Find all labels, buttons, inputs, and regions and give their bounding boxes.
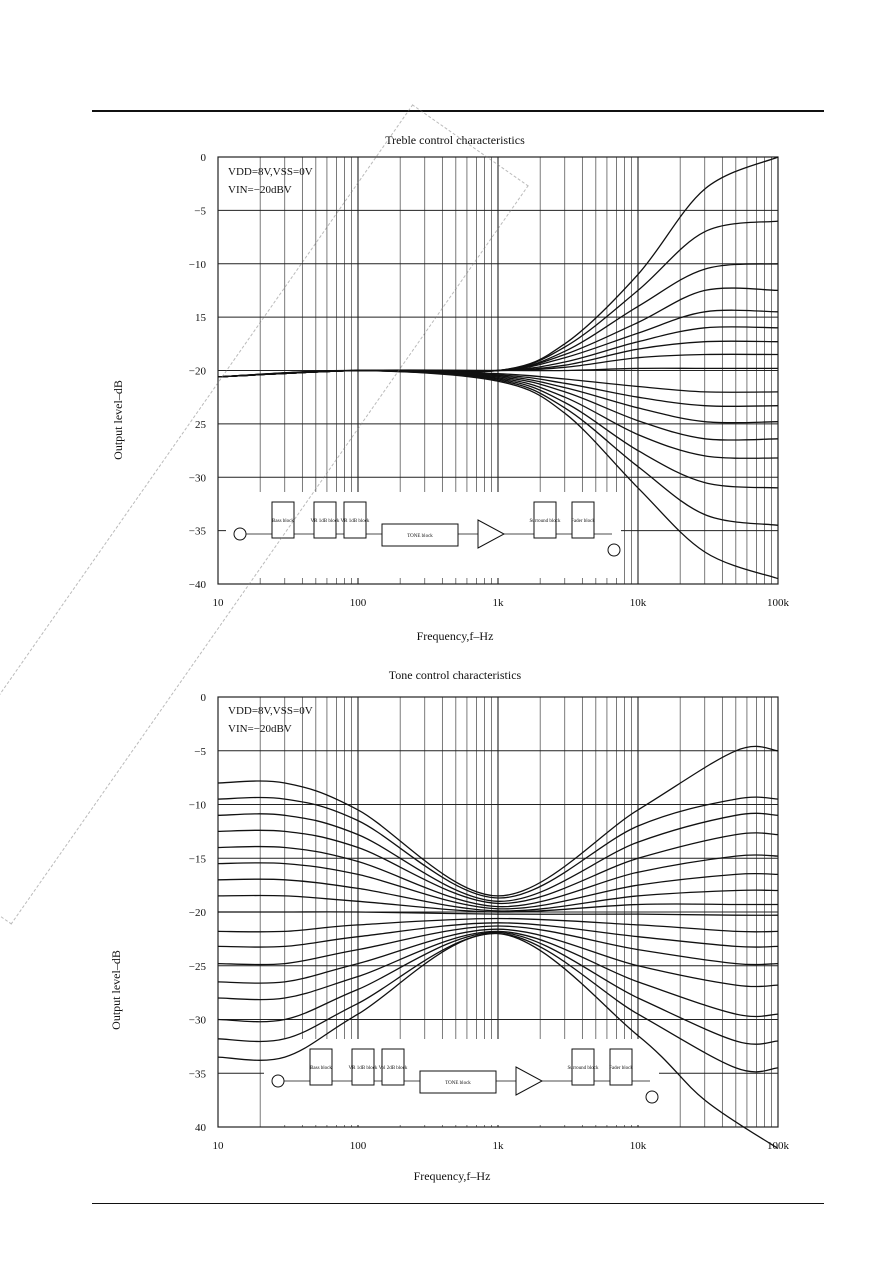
diagram-block-label: Vol 2dB block xyxy=(378,1066,408,1071)
y-tick-label: −35 xyxy=(188,525,206,538)
x-axis-label: Frequency,f–Hz xyxy=(416,629,494,643)
y-tick-label: −10 xyxy=(188,258,206,271)
y-tick-label: 40 xyxy=(195,1122,206,1134)
y-tick-label: 0 xyxy=(200,692,206,704)
condition-input: VIN=−20dBV xyxy=(228,723,292,735)
y-tick-label: −40 xyxy=(188,579,206,591)
y-tick-label: −15 xyxy=(188,853,206,866)
y-tick-label: −35 xyxy=(188,1068,206,1081)
diagram-block-label: Fader block xyxy=(609,1066,633,1071)
y-tick-label: 0 xyxy=(200,152,206,164)
x-axis-label: Frequency,f–Hz xyxy=(413,1169,491,1183)
x-tick-label: 100 xyxy=(349,1140,367,1152)
chart-title: Tone control characteristics xyxy=(388,668,522,682)
x-tick-label: 100k xyxy=(767,1140,789,1152)
x-tick-label: 10k xyxy=(629,1140,647,1152)
y-axis-label: Output level–dB xyxy=(109,950,123,1030)
diagram-block-label: Bass block xyxy=(310,1066,332,1071)
y-axis-label: Output level–dB xyxy=(111,380,125,460)
block-diagram xyxy=(264,1039,659,1125)
condition-supply: VDD=8V,VSS=0V xyxy=(228,166,313,178)
y-tick-label: 25 xyxy=(195,418,206,431)
y-tick-label: −30 xyxy=(188,1014,206,1027)
x-tick-label: 1k xyxy=(492,1140,504,1152)
y-tick-label: −20 xyxy=(188,365,206,378)
diagram-block-label: VR 1dB block xyxy=(340,519,370,524)
y-tick-label: −30 xyxy=(188,472,206,485)
diagram-block-label: VR 1dB block xyxy=(348,1066,378,1071)
chart-title: Treble control characteristics xyxy=(385,133,525,147)
x-tick-label: 10k xyxy=(629,597,647,609)
condition-input: VIN=−20dBV xyxy=(228,184,292,196)
x-tick-label: 100 xyxy=(349,597,367,609)
x-tick-label: 10 xyxy=(212,1140,224,1152)
y-tick-label: −25 xyxy=(188,960,206,973)
diagram-block-label: Surround block xyxy=(529,519,561,524)
diagram-block-label: Fader block xyxy=(571,519,595,524)
x-tick-label: 1k xyxy=(492,597,504,609)
y-tick-label: −5 xyxy=(194,745,206,758)
condition-supply: VDD=8V,VSS=0V xyxy=(228,705,313,717)
diagram-block-label: VR 1dB block xyxy=(310,519,340,524)
diagram-block-label: TONE block xyxy=(407,534,433,539)
y-tick-label: −5 xyxy=(194,205,206,218)
x-tick-label: 100k xyxy=(767,597,789,609)
x-tick-label: 10 xyxy=(212,597,224,609)
y-tick-label: −20 xyxy=(188,907,206,919)
diagram-block-label: Bass block xyxy=(272,519,294,524)
diagram-block-label: TONE block xyxy=(445,1081,471,1086)
diagram-block-label: Surround block xyxy=(567,1066,599,1071)
y-tick-label: 15 xyxy=(195,312,206,325)
y-tick-label: −10 xyxy=(188,799,206,812)
